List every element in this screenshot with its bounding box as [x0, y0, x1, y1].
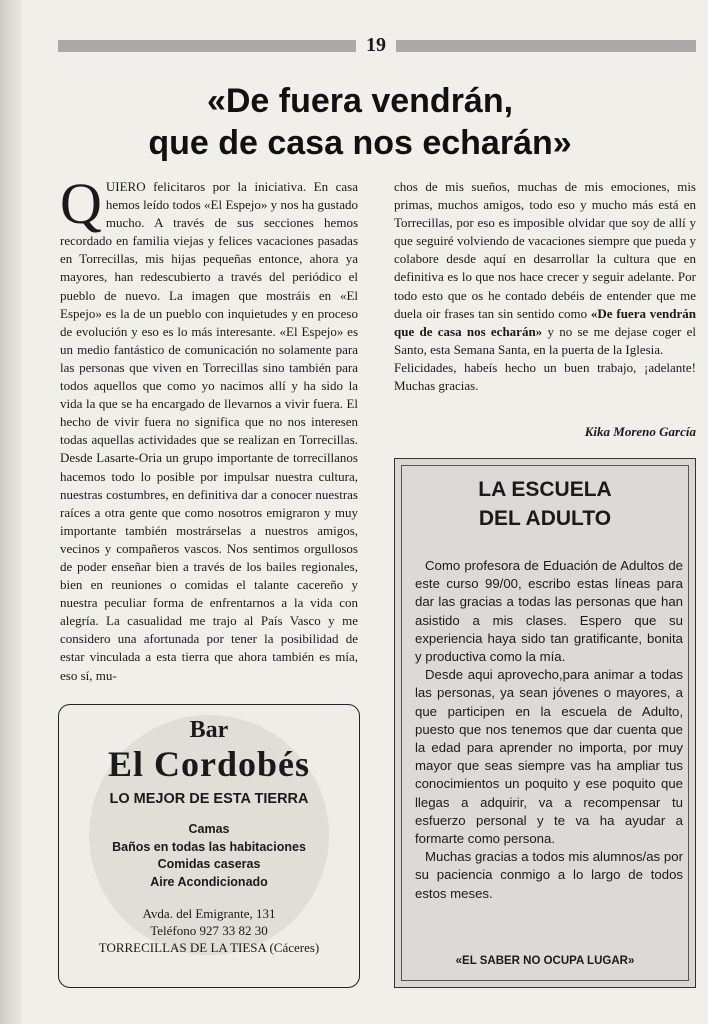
box-closing-motto: «EL SABER NO OCUPA LUGAR»	[455, 955, 635, 967]
article-quote: «De fuera vendrán que de casa nos echarán»	[394, 305, 696, 339]
box-heading-line-2: DEL ADULTO	[478, 507, 612, 530]
article-text-2a: chos de mis sueños, muchas de mis emociones, mis primas, muchos amigos, todo eso y mucho más está en Torrecillas, por eso es imposible olvidar que soy de allí y que seguiré volviendo de vacaciones siempre que pueda y colabore desde aquí en desarrollar la cultura que en definitiva es lo que nos hace crecer y seguir adelante. Por todo esto que os he contado debéis de entender que me duela oir frases tan sin sentido como	[394, 179, 696, 321]
ad-service-item: Comidas caseras	[157, 857, 261, 871]
ad-business-name: El Cordobés	[107, 744, 311, 784]
ad-phone: Teléfono 927 33 82 30	[150, 923, 268, 938]
ad-service-item: Baños en todas las habitaciones	[112, 839, 306, 854]
page-number: 19	[366, 34, 386, 56]
ad-town: TORRECILLAS DE LA TIESA (Cáceres)	[98, 940, 320, 955]
ad-service-item: Aire Acondicionado	[150, 874, 268, 889]
bar-advertisement	[58, 704, 360, 988]
article-title	[40, 80, 680, 164]
adult-school-box	[394, 458, 696, 988]
ad-tagline: LO MEJOR DE ESTA TIERRA	[109, 791, 309, 807]
ad-bar-label: Bar	[189, 717, 229, 743]
box-paragraph: Desde aqui aprovecho,para animar a todas las personas, ya sean jóvenes o mayores, a que participen en la escuela de Adulto, puesto que nos tenemos que dar cuenta que la edad para aprender no importa, por muy mayor que seas siempre vas ha ampliar tus conocimientos un poquito y ese poquito que llegas a adquirir, va a recompensar tu esfuerzo personal y te va ha ayudar a formarte como persona.	[415, 667, 683, 847]
box-paragraph: Como profesora de Eduación de Adultos de este curso 99/00, escribo estas líneas para dar las gracias a todas las personas que han asistido a mis clases. Espero que su experiencia haya sido tan gratificante, bonita y productiva como la mía.	[415, 558, 683, 665]
title-line-1: «De fuera vendrán,	[206, 82, 514, 120]
box-paragraph: Muchas gracias a todos mis alumnos/as por su paciencia conmigo a lo largo de todos estos meses.	[415, 849, 683, 901]
article-text-2b: y no se me dejase coger el Santo, esta Semana Santa, en la puerta de la Iglesia.	[394, 323, 696, 357]
ad-address: Avda. del Emigrante, 131	[142, 906, 276, 921]
box-heading-line-1: LA ESCUELA	[478, 478, 612, 501]
page-gutter	[0, 0, 22, 1024]
article-column-1	[60, 171, 358, 685]
ad-contact	[59, 905, 359, 956]
article-closing: Felicidades, habeís hecho un buen trabajo, ¡adelante! Muchas gracias.	[394, 359, 696, 394]
header-rule-left	[58, 40, 356, 52]
box-heading	[395, 475, 695, 533]
article-text-1: UIERO felicitaros por la iniciativa. En casa hemos leído todos «El Espejo» y nos ha gustado mucho. A través de sus secciones hemos recordado en familia viejas y felices vacaciones pasadas en Torrecillas, mis hijas pequeñas entonce, ahora ya mayores, han redescubierto a través del periódico el pueblo de nuevo. La imagen que mostráis en «El Espejo» es la de un pueblo con inquietudes y en proceso de evolución y eso es lo más interesante. «El Espejo» es un medio fantástico de comunicación no solamente para las personas que viven en Torrecillas sino también para todos aquellos que como yo nacimos allí y ha sido la vida la que se ha encargado de llevarnos a vivir fuera. El hecho de vivir fuera no significa que no nos interesen todas aquellas actividades que se realizan en Torrecillas. Desde Lasarte-Oria un grupo importante de torrecillanos hacemos todo lo posible por impulsar nuestra cultura, nuestras costumbres, en definitiva dar a conocer nuestras raíces a otra gente que como nosotros emigraron y muy importante también mostrárselas a nuestros amigos, vecinos y compañeros vascos. Nos sentimos orgullosos de poder enseñar bien a través de los bailes regionales, bien en reuniones o comidas el talante cacereño y nuestra peculiar forma de enfrentarnos a la vida con alegría. La casualidad me trajo al País Vasco y me considero una afortunada por tener la posibilidad de estar vinculada a esta tierra que ahora también es mía, eso sí, mu-	[60, 179, 358, 683]
article-column-2	[394, 178, 696, 395]
drop-cap: Q	[60, 171, 102, 236]
ad-service-item: Camas	[188, 822, 230, 836]
ad-services-list	[59, 821, 359, 891]
article-signature: Kika Moreno García	[584, 424, 696, 439]
header-rule-right	[396, 40, 696, 52]
title-line-2: que de casa nos echarán»	[148, 124, 572, 162]
box-body	[415, 557, 683, 903]
article-paragraph	[394, 178, 696, 359]
